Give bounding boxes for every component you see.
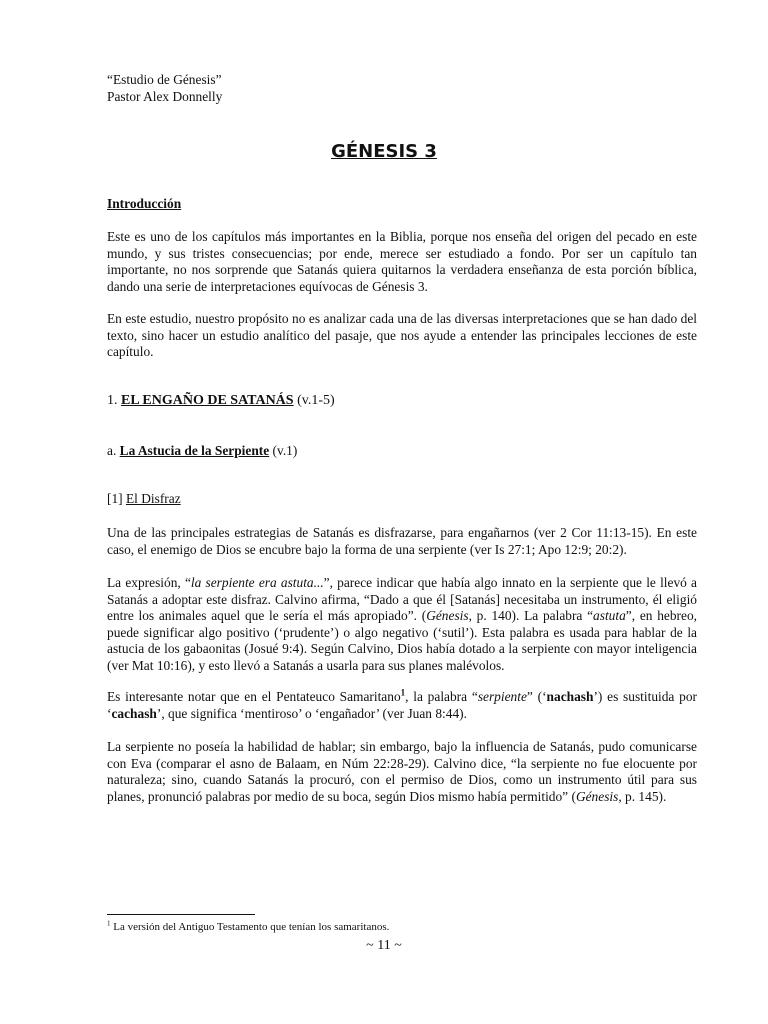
section-title: EL ENGAÑO DE SATANÁS	[121, 393, 294, 408]
text-run: La serpiente no poseía la habilidad de hablar; sin embargo, bajo la influencia de Satanás, pudo comunicarse con Eva (comparar el asno de Balaam, en Núm 22:28-29). Calvino dice, “la serpiente no fue elocuente por naturaleza; sino, cuando Satanás la procuró, con el permiso de Dios, como un instrumento útil para sus planes, pronunció palabras por medio de su boca, según Dios mismo había permitido” (	[107, 739, 697, 804]
paragraph-hablar	[107, 739, 697, 805]
section-1-heading	[107, 393, 697, 410]
text-run: ”, parece indicar que había algo innato en la serpiente que le llevó a Satanás a adoptar este disfraz. Calvino afirma, “Dado a que él [Satanás] necesitaba un instrumento, él eligió entre los animales aquel que le sería el más apropiado”. (	[107, 575, 698, 623]
text-run: p. 145).	[621, 788, 667, 804]
paragraph-samaritano	[107, 689, 697, 722]
book-title: Génesis,	[575, 788, 622, 804]
subsection-a-heading	[107, 443, 697, 460]
header-author: Pastor Alex Donnelly	[107, 89, 223, 104]
footnote-divider	[107, 914, 255, 915]
subsection-ref: (v.1)	[272, 443, 298, 458]
text-run: ”, en hebreo, puede significar algo positivo (‘prudente’) o algo negativo (‘sutil’). Esta palabra es usada para hablar de la astucia de los gabaonitas (Josué 9:4). Según Calvino, Dios había dotado a la serpiente con mayor inteligencia (ver Mat 10:16), y esto llevó a Satanás a usarla para sus planes malévolos.	[107, 608, 697, 673]
word-italic: astuta	[593, 608, 626, 623]
footnote-text: La versión del Antiguo Testamento que tenían los samaritanos.	[110, 921, 390, 933]
point-1-heading	[107, 491, 697, 508]
header-series: “Estudio de Génesis”	[107, 72, 222, 87]
quote-italic: la serpiente era astuta...	[190, 575, 324, 590]
hebrew-word: cachash	[111, 705, 157, 721]
intro-heading: Introducción	[107, 196, 182, 211]
text-run: , p. 140). La palabra “	[468, 608, 594, 623]
word-italic: serpiente	[477, 689, 527, 704]
text-run: Es interesante notar que en el Pentateuco Samaritano	[107, 689, 401, 704]
text-run: ’, que significa ‘mentiroso’ o ‘engañador’ (ver Juan 8:44).	[156, 705, 467, 721]
paragraph-astuta	[107, 575, 697, 674]
point-number: [1]	[107, 491, 123, 506]
intro-paragraph-2: En este estudio, nuestro propósito no es analizar cada una de las diversas interpretaciones que se han dado del texto, sino hacer un estudio analítico del pasaje, que nos ayude a entender las principales lecciones de este capítulo.	[107, 311, 697, 359]
footnote	[107, 920, 389, 934]
section-number: 1.	[107, 393, 118, 408]
text-run: ” (‘	[526, 689, 547, 704]
page-title: GÉNESIS 3	[331, 141, 437, 162]
hebrew-word: nachash	[546, 689, 594, 704]
page-number: ~ 11 ~	[366, 938, 402, 953]
text-run: ’) es sustituida por ‘	[107, 689, 697, 721]
subsection-letter: a.	[107, 443, 117, 458]
intro-paragraph-1: Este es uno de los capítulos más importantes en la Biblia, porque nos enseña del origen del pecado en este mundo, y sus tristes consecuencias; por ende, merece ser estudiado a fondo. Por ser un capítulo tan importante, no nos sorprende que Satanás quiera quitarnos la verdadera enseñanza de esta porción bíblica, dando una serie de interpretaciones equívocas de Génesis 3.	[107, 229, 697, 294]
subsection-title: La Astucia de la Serpiente	[119, 443, 270, 458]
point-title: El Disfraz	[125, 491, 181, 506]
footnote-marker: 1	[107, 919, 111, 928]
paragraph-disfraz: Una de las principales estrategias de Satanás es disfrazarse, para engañarnos (ver 2 Cor 11:13-15). En este caso, el enemigo de Dios se encubre bajo la forma de una serpiente (ver Is 27:1; Apo 12:9; 20:2).	[107, 525, 697, 557]
text-run: , la palabra “	[405, 689, 478, 704]
text-run: La expresión, “	[107, 575, 191, 590]
book-title: Génesis	[426, 608, 469, 623]
footnote-ref[interactable]: 1	[400, 687, 406, 698]
section-ref: (v.1-5)	[297, 393, 335, 408]
